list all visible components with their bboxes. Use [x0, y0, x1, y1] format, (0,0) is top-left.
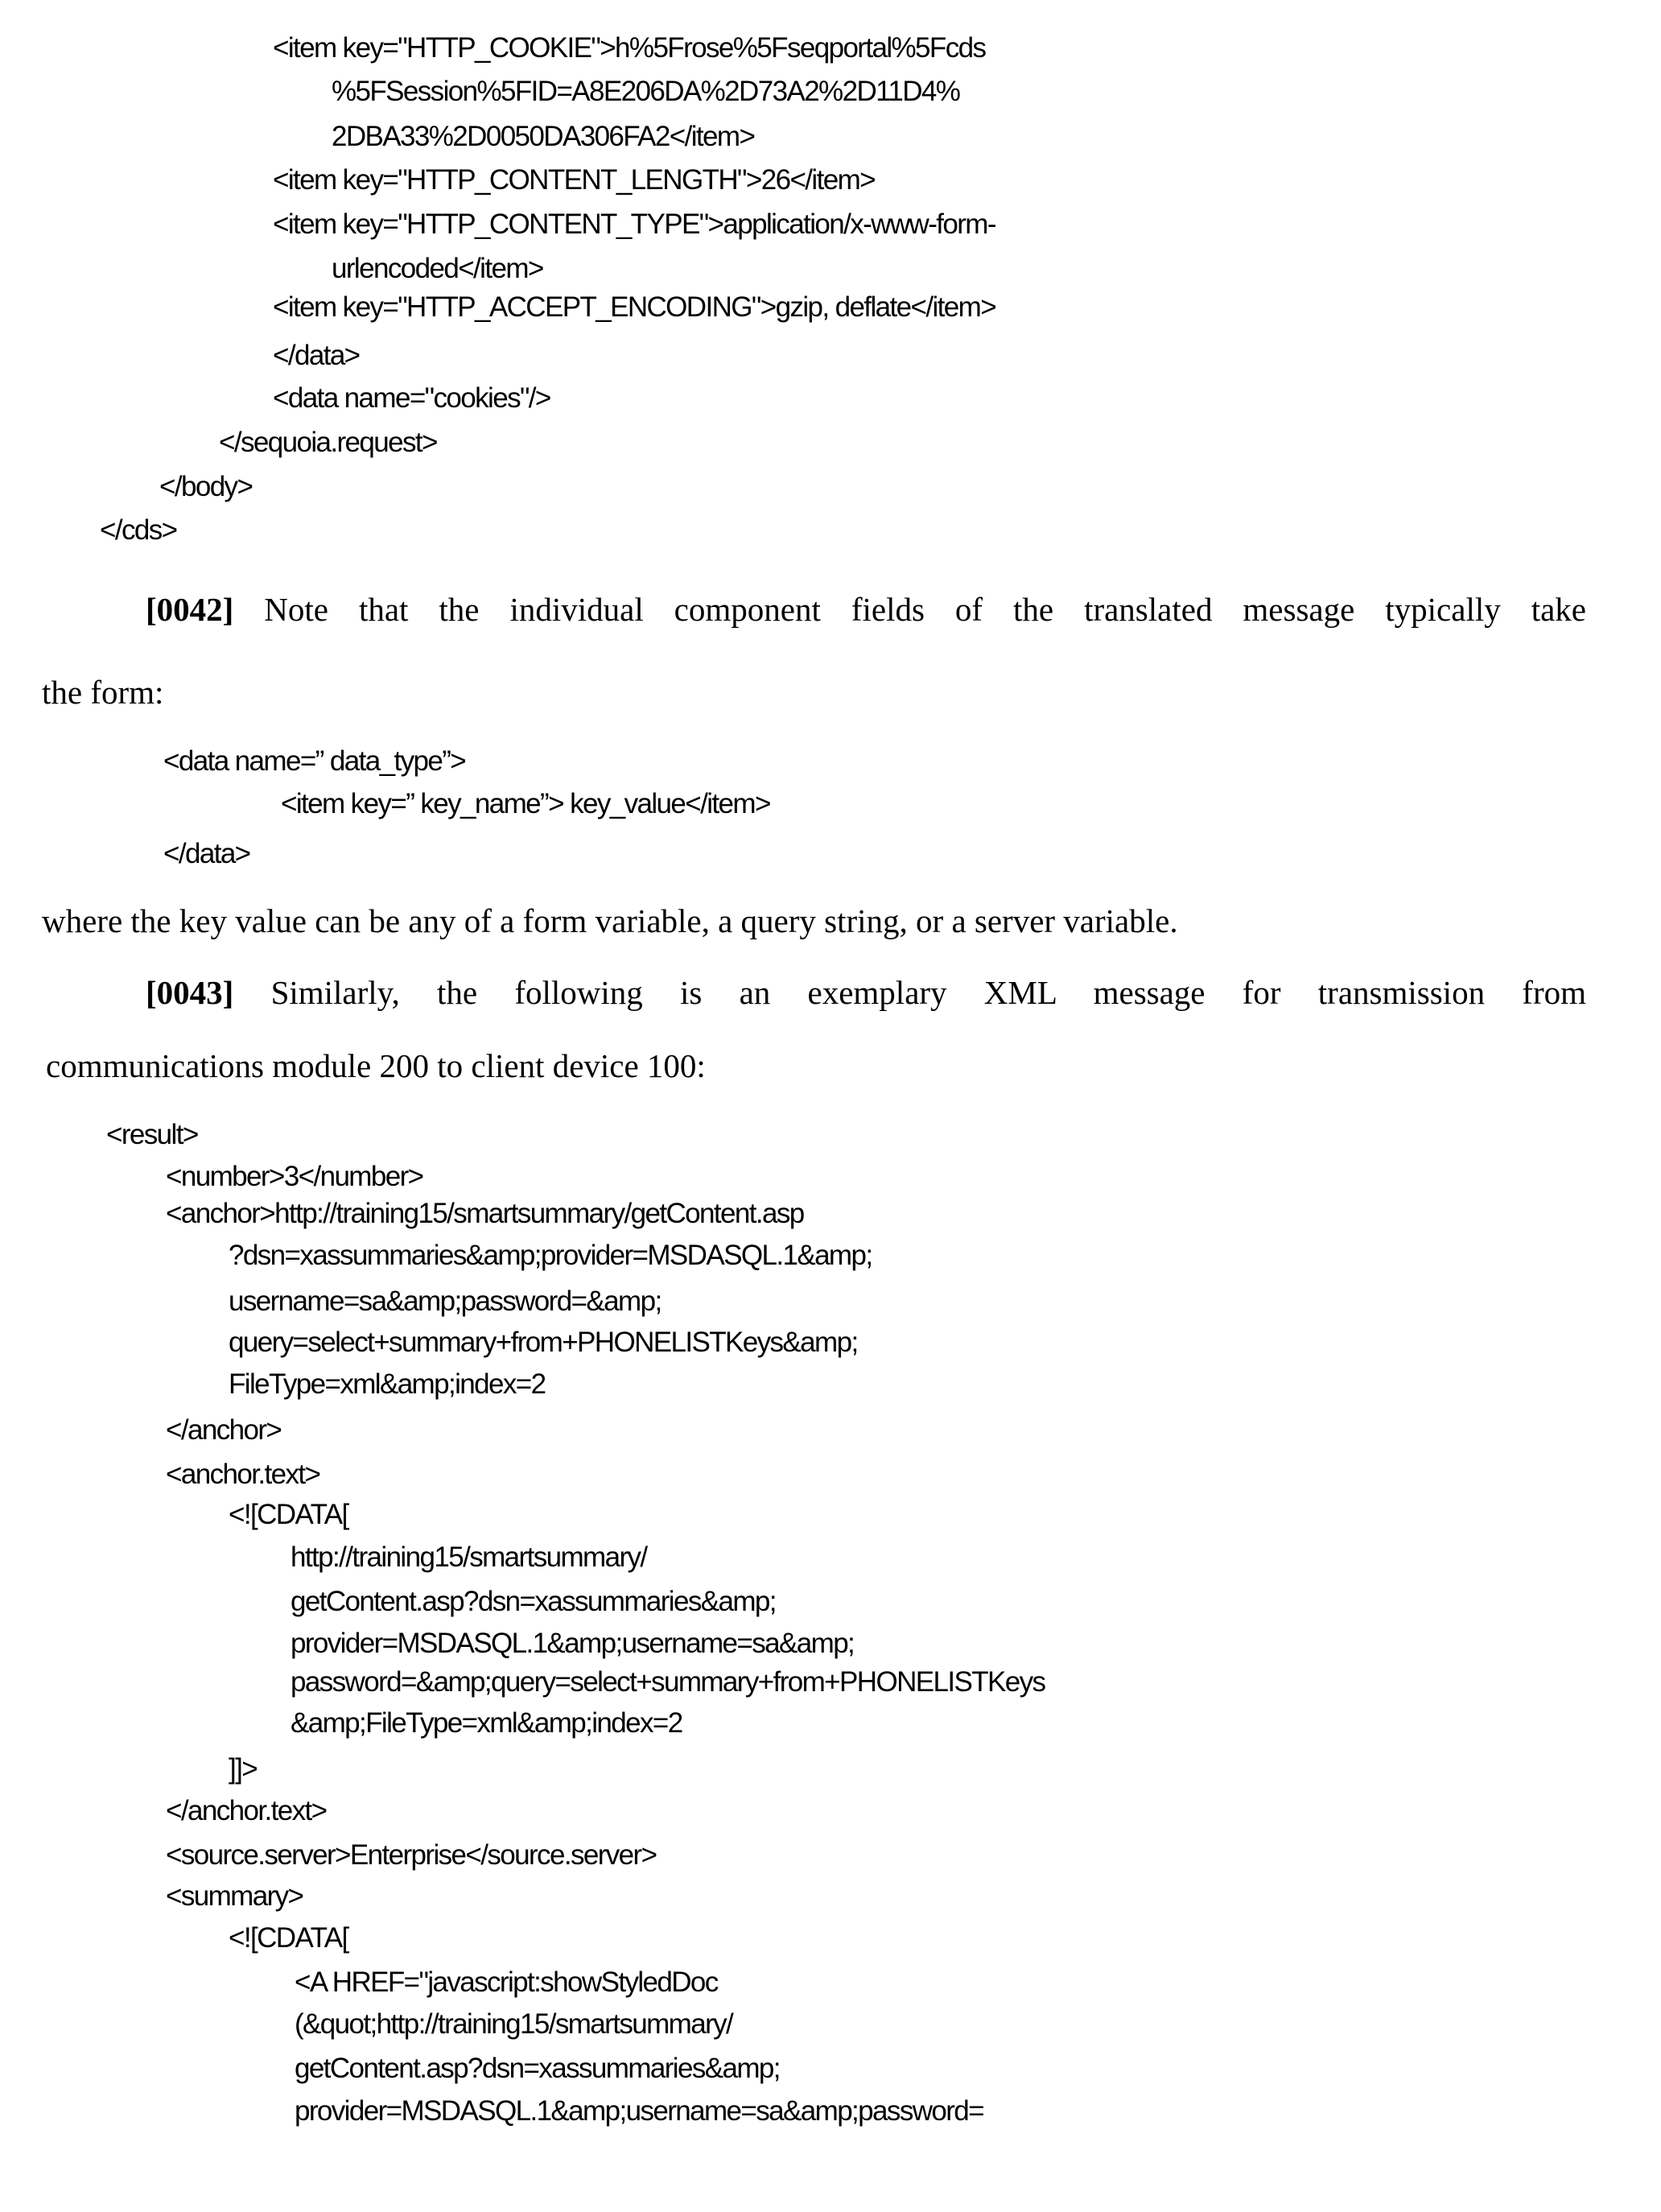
- code-line: <anchor>http://training15/smartsummary/getContent.asp: [166, 1198, 804, 1230]
- paragraph-text: Similarly, the following is an exemplary XML message for transmission from: [271, 974, 1586, 1011]
- code-line: </data>: [273, 340, 360, 372]
- code-line: </sequoia.request>: [219, 427, 437, 459]
- code-line: <item key="HTTP_CONTENT_LENGTH">26</item>: [273, 164, 875, 196]
- code-line: </anchor.text>: [166, 1795, 326, 1827]
- code-line: <item key="HTTP_COOKIE">h%5Frose%5Fseqportal%5Fcds: [273, 32, 985, 64]
- code-line: (&quot;http://training15/smartsummary/: [295, 2008, 732, 2041]
- code-line: %5FSession%5FID=A8E206DA%2D73A2%2D11D4%: [332, 76, 959, 108]
- code-line: <item key="HTTP_ACCEPT_ENCODING">gzip, deflate</item>: [273, 291, 995, 324]
- code-line: <result>: [106, 1119, 198, 1151]
- paragraph-line: where the key value can be any of a form variable, a query string, or a server variable.: [42, 902, 1178, 940]
- paragraph-text: Note that the individual component fields of the translated message typically take: [264, 591, 1586, 628]
- code-line: <number>3</number>: [166, 1161, 423, 1193]
- code-line: <anchor.text>: [166, 1459, 319, 1491]
- code-line: provider=MSDASQL.1&amp;username=sa&amp;: [291, 1628, 854, 1660]
- code-line: http://training15/smartsummary/: [291, 1541, 647, 1574]
- code-line: getContent.asp?dsn=xassummaries&amp;: [291, 1586, 776, 1618]
- paragraph-number: [0043]: [146, 974, 233, 1011]
- code-line: <item key=” key_name”> key_value</item>: [281, 788, 770, 820]
- paragraph-line: [146, 590, 1586, 629]
- code-line: urlencoded</item>: [332, 253, 543, 285]
- code-line: getContent.asp?dsn=xassummaries&amp;: [295, 2053, 780, 2085]
- code-line: <data name=” data_type”>: [163, 745, 465, 778]
- paragraph-number: [0042]: [146, 591, 233, 628]
- code-line: <![CDATA[: [229, 1499, 348, 1531]
- code-line: <item key="HTTP_CONTENT_TYPE">application/x-www-form-: [273, 208, 995, 241]
- code-line: 2DBA33%2D0050DA306FA2</item>: [332, 121, 754, 153]
- code-line: query=select+summary+from+PHONELISTKeys&amp;: [229, 1327, 858, 1359]
- code-line: <A HREF="javascript:showStyledDoc: [295, 1966, 718, 1999]
- paragraph-line: [146, 973, 1586, 1012]
- code-line: <data name="cookies"/>: [273, 382, 550, 415]
- code-line: </body>: [159, 471, 252, 503]
- code-line: </data>: [163, 838, 250, 870]
- code-line: <summary>: [166, 1880, 303, 1913]
- code-line: <![CDATA[: [229, 1922, 348, 1954]
- code-line: <source.server>Enterprise</source.server>: [166, 1839, 656, 1872]
- code-line: password=&amp;query=select+summary+from+PHONELISTKeys: [291, 1666, 1045, 1698]
- code-line: provider=MSDASQL.1&amp;username=sa&amp;password=: [295, 2095, 983, 2127]
- code-line: username=sa&amp;password=&amp;: [229, 1286, 662, 1318]
- paragraph-line: communications module 200 to client device 100:: [46, 1046, 706, 1085]
- code-line: </cds>: [100, 514, 176, 547]
- code-line: ?dsn=xassummaries&amp;provider=MSDASQL.1&amp;: [229, 1240, 872, 1272]
- paragraph-line: the form:: [42, 673, 163, 712]
- code-line: </anchor>: [166, 1414, 281, 1446]
- code-line: &amp;FileType=xml&amp;index=2: [291, 1707, 682, 1739]
- code-line: FileType=xml&amp;index=2: [229, 1368, 545, 1401]
- code-line: ]]>: [229, 1753, 257, 1785]
